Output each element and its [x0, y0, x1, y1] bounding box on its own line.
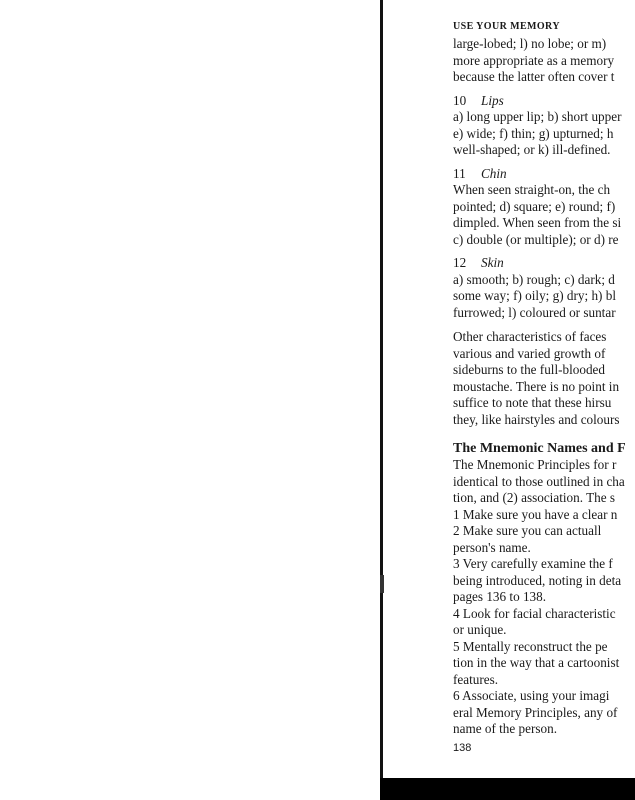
text-line: The Mnemonic Principles for r — [453, 457, 617, 472]
text-line: they, like hairstyles and colours — [453, 411, 620, 427]
text-line: some way; f) oily; g) dry; h) bl — [453, 288, 616, 303]
section-name: Skin — [481, 255, 504, 270]
other-characteristics-paragraph — [453, 329, 635, 428]
text-line: various and varied growth of — [453, 345, 606, 361]
text-line: suffice to note that these hirsu — [453, 395, 612, 410]
spine-mark — [380, 575, 384, 593]
spacer — [453, 428, 635, 440]
principles-paragraph — [453, 457, 635, 507]
text-line: well-shaped; or k) ill-defined. — [453, 142, 611, 157]
section-name: Lips — [481, 92, 504, 108]
section-chin — [453, 166, 635, 249]
section-number: 11 — [453, 165, 466, 181]
text-line: c) double (or multiple); or d) re — [453, 231, 619, 247]
text-line: identical to those outlined in cha — [453, 473, 625, 489]
page-number: 138 — [453, 742, 472, 754]
step-line: pages 136 to 138. — [453, 589, 547, 604]
running-head: USE YOUR MEMORY — [453, 21, 560, 32]
step-line: 4 Look for facial characteristic — [453, 605, 616, 621]
step-line: or unique. — [453, 622, 507, 637]
section-title — [453, 166, 635, 183]
text-line: a) smooth; b) rough; c) dark; d — [453, 271, 615, 287]
text-line: Other characteristics of faces — [453, 329, 607, 344]
section-title — [453, 93, 635, 110]
text-line: large-lobed; l) no lobe; or m) — [453, 36, 607, 51]
step-line: 2 Make sure you can actuall — [453, 523, 602, 538]
text-line: because the latter often cover t — [453, 69, 615, 84]
text-line: more appropriate as a memory — [453, 52, 615, 68]
text-line: sideburns to the full-blooded — [453, 362, 605, 377]
text-line: e) wide; f) thin; g) upturned; h — [453, 125, 614, 141]
section-number: 12 — [453, 255, 467, 270]
book-spine — [380, 0, 383, 778]
section-heading: The Mnemonic Names and F — [453, 441, 626, 456]
text-line: When seen straight-on, the ch — [453, 182, 611, 197]
section-number: 10 — [453, 92, 467, 108]
step-line: 6 Associate, using your imagi — [453, 688, 610, 703]
intro-paragraph — [453, 36, 635, 86]
step-line: features. — [453, 671, 499, 687]
step-line: eral Memory Principles, any of — [453, 704, 618, 720]
step-line: 1 Make sure you have a clear n — [453, 506, 618, 522]
text-line: dimpled. When seen from the si — [453, 215, 622, 230]
step-line: name of the person. — [453, 721, 557, 736]
section-skin — [453, 255, 635, 321]
step-line: person's name. — [453, 539, 531, 555]
step-line: 5 Mentally reconstruct the pe — [453, 638, 608, 654]
text-line: a) long upper lip; b) short upper — [453, 109, 622, 124]
steps-list — [453, 507, 635, 738]
scan-bottom-border — [380, 778, 635, 800]
section-body — [453, 109, 635, 159]
section-title — [453, 255, 635, 272]
step-line: being introduced, noting in deta — [453, 572, 622, 588]
section-name: Chin — [481, 165, 507, 181]
text-line: furrowed; l) coloured or suntar — [453, 304, 616, 320]
text-line: tion, and (2) association. The s — [453, 490, 616, 505]
text-line: pointed; d) square; e) round; f) — [453, 198, 616, 214]
section-body — [453, 182, 635, 248]
text-column — [453, 18, 635, 738]
step-line: 3 Very carefully examine the f — [453, 556, 613, 571]
spacer — [453, 321, 635, 329]
section-lips — [453, 93, 635, 159]
text-line: moustache. There is no point in — [453, 378, 620, 394]
section-body — [453, 272, 635, 322]
step-line: tion in the way that a cartoonist — [453, 655, 620, 670]
book-page — [453, 18, 635, 778]
